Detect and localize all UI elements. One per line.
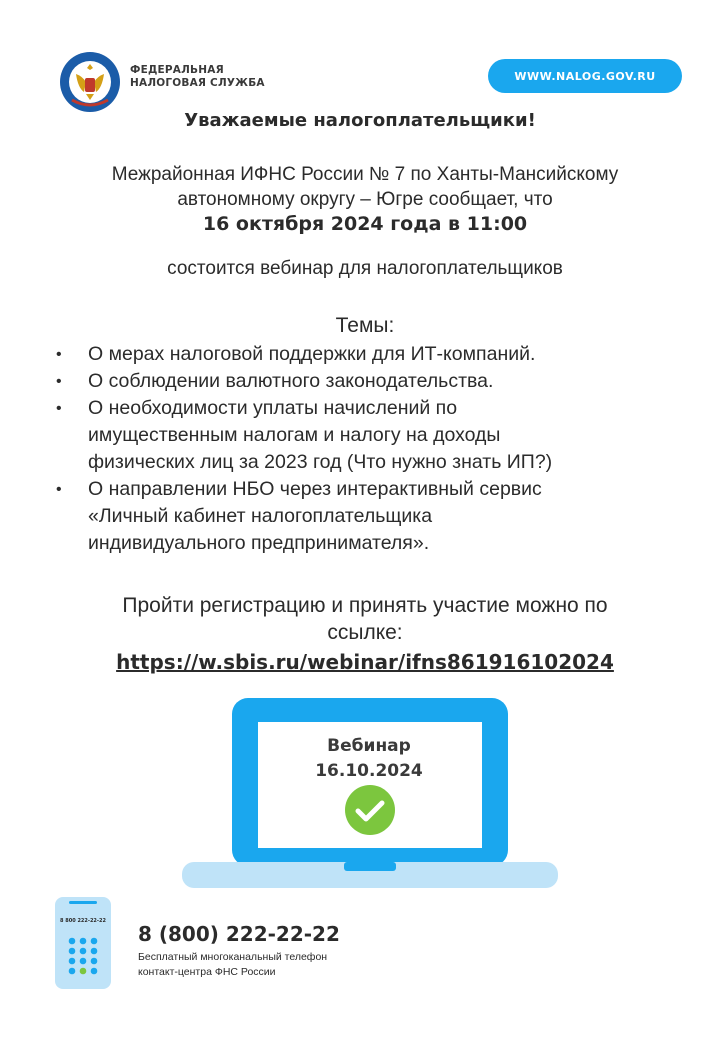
hotline-desc-line2: контакт-центра ФНС России (138, 966, 276, 978)
fns-emblem-icon (58, 50, 122, 114)
org-name (130, 64, 265, 90)
topic-line: «Личный кабинет налогоплательщика (88, 505, 433, 527)
topic-item (54, 368, 694, 395)
intro-text (40, 162, 690, 237)
registration-line1: Пройти регистрацию и принять участие можно по (122, 594, 608, 617)
topic-line: • О необходимости уплаты начислений по (88, 397, 458, 419)
phone-icon (55, 897, 111, 989)
topic-line: физических лиц за 2023 год (Что нужно знать ИП?) (88, 451, 553, 473)
org-name-line1: ФЕДЕРАЛЬНАЯ (130, 64, 224, 76)
hotline-phone[interactable]: 8 (800) 222-22-22 (138, 922, 340, 946)
topic-line: индивидуального предпринимателя». (88, 532, 430, 554)
intro-line2: автономному округу – Югре сообщает, что (177, 189, 553, 210)
topics-title: Темы: (335, 314, 395, 337)
phone-icon-number: 8 800 222-22-22 (60, 918, 106, 924)
intro-line1: Межрайонная ИФНС России № 7 по Ханты-Мансийскому (111, 164, 619, 185)
greeting-heading: Уважаемые налогоплательщики! (184, 110, 536, 131)
laptop-title: Вебинар (327, 736, 411, 756)
hotline-description (138, 950, 327, 980)
topic-item (54, 476, 694, 557)
webinar-date: 16 октября 2024 года в 11:00 (202, 213, 528, 235)
topic-line: имущественным налогам и налогу на доходы (88, 424, 501, 446)
laptop-screen-text (258, 734, 480, 784)
topic-line: • О мерах налоговой поддержки для ИТ-компаний. (88, 343, 536, 365)
website-button[interactable]: WWW.NALOG.GOV.RU (488, 59, 682, 93)
registration-line2: ссылке: (327, 621, 403, 644)
topic-item (54, 395, 694, 476)
hotline-desc-line1: Бесплатный многоканальный телефон (138, 951, 328, 963)
event-text: состоится вебинар для налогоплательщиков (167, 258, 563, 279)
topic-item (54, 341, 694, 368)
topic-line: • О соблюдении валютного законодательства. (88, 370, 494, 392)
topic-line: • О направлении НБО через интерактивный сервис (88, 478, 542, 500)
org-name-line2: НАЛОГОВАЯ СЛУЖБА (130, 77, 265, 89)
checkmark-icon (344, 784, 396, 836)
topics-list (54, 341, 694, 557)
registration-link[interactable]: https://w.sbis.ru/webinar/ifns861916102024 (116, 650, 614, 674)
laptop-date: 16.10.2024 (315, 761, 423, 781)
registration-text (0, 592, 720, 646)
